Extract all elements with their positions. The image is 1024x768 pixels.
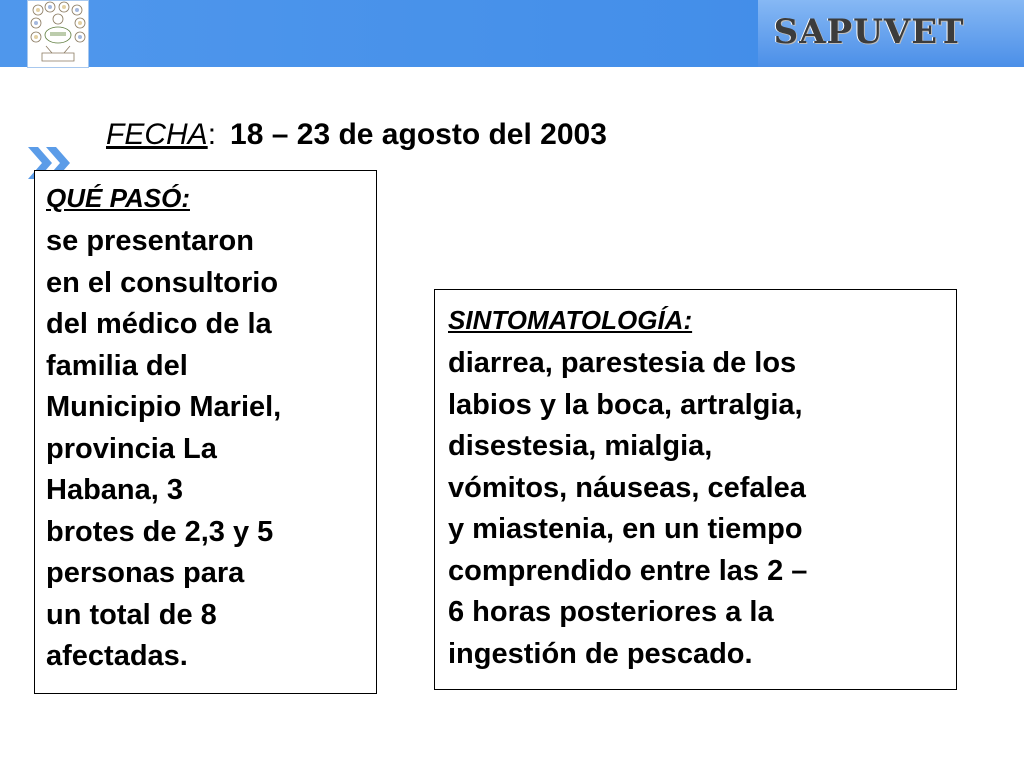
date-value: 18 – 23 de agosto del 2003 (230, 118, 607, 151)
date-colon: : (207, 118, 217, 151)
symptoms-text: diarrea, parestesia de los labios y la boca, artralgia, disestesia, mialgia, vómitos, náuseas, cefalea y miastenia, en un tiempo comprendido entre las 2 – 6 horas posteriores a la ingestión de pescado. (448, 347, 808, 670)
symptoms-panel (434, 289, 957, 690)
what-happened-heading: QUÉ PASÓ: (46, 183, 190, 213)
organization-logo-icon (27, 0, 89, 68)
brand-logo-text: SAPUVET (773, 12, 965, 52)
symptoms-heading: SINTOMATOLOGÍA: (448, 305, 693, 335)
date-label: FECHA (106, 118, 208, 151)
what-happened-text: se presentaron en el consultorio del médico de la familia del Municipio Mariel, provincia La Habana, 3 brotes de 2,3 y 5 personas para un total de 8 afectadas. (46, 225, 282, 672)
brand-banner (758, 0, 1024, 67)
what-happened-panel (34, 170, 377, 694)
date-line (106, 118, 607, 152)
